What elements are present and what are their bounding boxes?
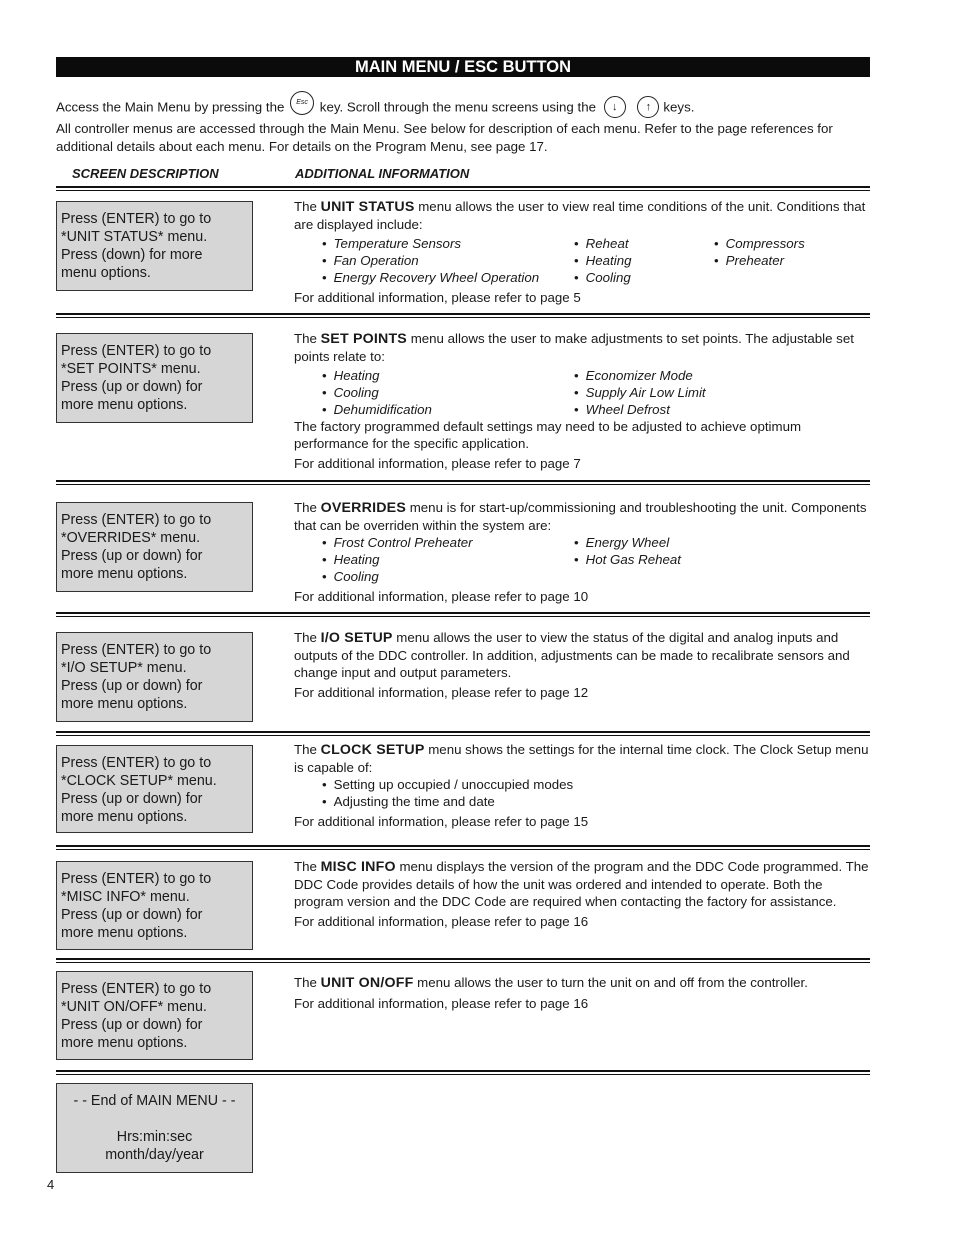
section-divider: [56, 845, 870, 850]
the-word: The: [294, 859, 317, 874]
lcd-screen-clock-setup: [56, 745, 253, 833]
screen-line: [61, 1110, 248, 1128]
bullet-list: [322, 235, 872, 286]
screen-line: *I/O SETUP* menu.: [61, 660, 187, 676]
menu-description: menu allows the user to view the status of the digital and analog inputs and outputs of the DDC controller. In addition, adjustments can be made to recalibrate sensors and change input and output parameters.: [294, 630, 850, 680]
info-clock-setup: [294, 741, 872, 830]
bullet-item: • Energy Recovery Wheel Operation: [322, 269, 574, 286]
screen-line: *UNIT ON/OFF* menu.: [61, 999, 207, 1015]
menu-description: menu is for start-up/commissioning and troubleshooting the unit. Components that can be overriden within the system are:: [294, 500, 867, 533]
the-word: The: [294, 331, 317, 346]
the-word: The: [294, 500, 317, 515]
info-unit-on-off: [294, 974, 872, 1012]
bullet-item: • Temperature Sensors: [322, 235, 574, 252]
screen-line: *CLOCK SETUP* menu.: [61, 773, 217, 789]
bullet-list: [322, 776, 872, 810]
menu-name: OVERRIDES: [320, 500, 406, 516]
bullet-list: [322, 534, 872, 585]
screen-line: Press (ENTER) to go to: [61, 755, 212, 771]
screen-line: Press (ENTER) to go to: [61, 343, 212, 359]
menu-name: MISC INFO: [320, 859, 396, 875]
column-header-info: ADDITIONAL INFORMATION: [295, 166, 470, 181]
column-header-screen: SCREEN DESCRIPTION: [72, 166, 219, 181]
bullet-item: • Heating: [574, 252, 714, 269]
menu-description: menu allows the user to turn the unit on and off from the controller.: [417, 975, 808, 990]
screen-line: Press (down) for more: [61, 247, 203, 263]
the-word: The: [294, 630, 317, 645]
screen-line: menu options.: [61, 265, 151, 281]
info-io-setup: [294, 629, 872, 701]
section-divider: [56, 731, 870, 736]
bullet-item: • Fan Operation: [322, 252, 574, 269]
bullet-item: • Heating: [322, 367, 574, 384]
page-reference: For additional information, please refer to page 7: [294, 456, 581, 471]
page-reference: For additional information, please refer to page 15: [294, 814, 589, 829]
up-arrow-key-icon: ↑: [637, 96, 659, 118]
bullet-item: • Setting up occupied / unoccupied modes: [322, 776, 722, 793]
screen-line: more menu options.: [61, 809, 188, 825]
info-overrides: [294, 499, 872, 605]
section-divider: [56, 186, 870, 191]
screen-line: Press (up or down) for: [61, 791, 203, 807]
menu-name: SET POINTS: [320, 331, 407, 347]
info-set-points: [294, 330, 872, 472]
bullet-item: • Preheater: [714, 252, 864, 269]
screen-line: Press (ENTER) to go to: [61, 211, 212, 227]
bullet-item: • Adjusting the time and date: [322, 793, 722, 810]
page-title: MAIN MENU / ESC BUTTON: [56, 57, 870, 77]
section-divider: [56, 1070, 870, 1075]
menu-name: UNIT STATUS: [320, 199, 415, 215]
screen-line: Hrs:min:sec: [116, 1129, 193, 1145]
screen-line: more menu options.: [61, 566, 188, 582]
intro-part3: keys.: [663, 99, 695, 115]
bullet-item: • Energy Wheel: [574, 534, 834, 551]
lcd-screen-io-setup: [56, 632, 253, 722]
page-reference: For additional information, please refer to page 12: [294, 685, 589, 700]
screen-line: Press (up or down) for: [61, 548, 203, 564]
screen-line: Press (ENTER) to go to: [61, 871, 212, 887]
info-unit-status: [294, 198, 872, 306]
page-number: 4: [47, 1177, 55, 1192]
screen-line: *OVERRIDES* menu.: [61, 530, 201, 546]
menu-name: CLOCK SETUP: [320, 742, 425, 758]
menu-description: menu allows the user to make adjustments to set points. The adjustable set points relate to:: [294, 331, 854, 364]
section-divider: [56, 480, 870, 485]
screen-line: month/day/year: [105, 1147, 204, 1163]
intro-line2: All controller menus are accessed through the Main Menu. See below for description of each menu. Refer to the page references for additional details about each menu. For details on the Program Menu, see page 17.: [56, 121, 833, 154]
screen-line: more menu options.: [61, 1035, 188, 1051]
bullet-item: • Hot Gas Reheat: [574, 551, 834, 568]
screen-line: Press (ENTER) to go to: [61, 981, 212, 997]
esc-key-icon: [290, 91, 314, 115]
bullet-item: • Dehumidification: [322, 401, 574, 418]
section-divider: [56, 958, 870, 963]
lcd-screen-overrides: [56, 502, 253, 592]
screen-line: - - End of MAIN MENU - -: [73, 1093, 236, 1109]
screen-line: Press (up or down) for: [61, 907, 203, 923]
intro-text: [56, 96, 870, 155]
the-word: The: [294, 975, 317, 990]
bullet-item: • Wheel Defrost: [574, 401, 834, 418]
bullet-item: • Cooling: [322, 568, 574, 585]
menu-description: menu displays the version of the program and the DDC Code programmed. The DDC Code provides details of how the unit was ordered and intended to operate. Both the program version and the DDC Code are required when contacting the factory for assistance.: [294, 859, 869, 909]
lcd-screen-unit-on-off: [56, 971, 253, 1060]
bullet-item: • Compressors: [714, 235, 864, 252]
section-divider: [56, 313, 870, 318]
menu-name: I/O SETUP: [320, 630, 393, 646]
page-reference: For additional information, please refer to page 16: [294, 914, 589, 929]
bullet-item: • Cooling: [574, 269, 714, 286]
intro-part1: Access the Main Menu by pressing the: [56, 99, 285, 115]
the-word: The: [294, 742, 317, 757]
lcd-screen-end-of-main-menu: [56, 1083, 253, 1173]
menu-description: menu shows the settings for the internal time clock. The Clock Setup menu is capable of:: [294, 742, 869, 775]
page-reference: For additional information, please refer to page 16: [294, 996, 589, 1011]
info-misc-info: [294, 858, 872, 930]
bullet-item: • Frost Control Preheater: [322, 534, 574, 551]
the-word: The: [294, 199, 317, 214]
screen-line: *UNIT STATUS* menu.: [61, 229, 208, 245]
screen-line: *MISC INFO* menu.: [61, 889, 190, 905]
esc-key-label: Esc: [296, 99, 308, 106]
screen-line: Press (ENTER) to go to: [61, 512, 212, 528]
lcd-screen-misc-info: [56, 861, 253, 950]
section-divider: [56, 612, 870, 617]
lcd-screen-set-points: [56, 333, 253, 423]
lcd-screen-unit-status: [56, 201, 253, 291]
bullet-item: • Cooling: [322, 384, 574, 401]
page-reference: For additional information, please refer to page 10: [294, 589, 589, 604]
screen-line: *SET POINTS* menu.: [61, 361, 201, 377]
bullet-item: • Heating: [322, 551, 574, 568]
screen-line: Press (up or down) for: [61, 678, 203, 694]
screen-line: more menu options.: [61, 925, 188, 941]
screen-line: Press (up or down) for: [61, 379, 203, 395]
down-arrow-key-icon: ↓: [604, 96, 626, 118]
bullet-item: • Supply Air Low Limit: [574, 384, 834, 401]
menu-name: UNIT ON/OFF: [320, 975, 414, 991]
intro-part2: key. Scroll through the menu screens using the: [319, 99, 596, 115]
bullet-item: • Economizer Mode: [574, 367, 834, 384]
extra-note: The factory programmed default settings may need to be adjusted to achieve optimum performance for the specific application.: [294, 419, 802, 451]
screen-line: more menu options.: [61, 696, 188, 712]
bullet-item: • Reheat: [574, 235, 714, 252]
screen-line: more menu options.: [61, 397, 188, 413]
bullet-list: [322, 367, 872, 418]
page-reference: For additional information, please refer to page 5: [294, 290, 581, 305]
menu-description: menu allows the user to view real time conditions of the unit. Conditions that are displayed include:: [294, 199, 866, 232]
screen-line: Press (up or down) for: [61, 1017, 203, 1033]
screen-line: Press (ENTER) to go to: [61, 642, 212, 658]
